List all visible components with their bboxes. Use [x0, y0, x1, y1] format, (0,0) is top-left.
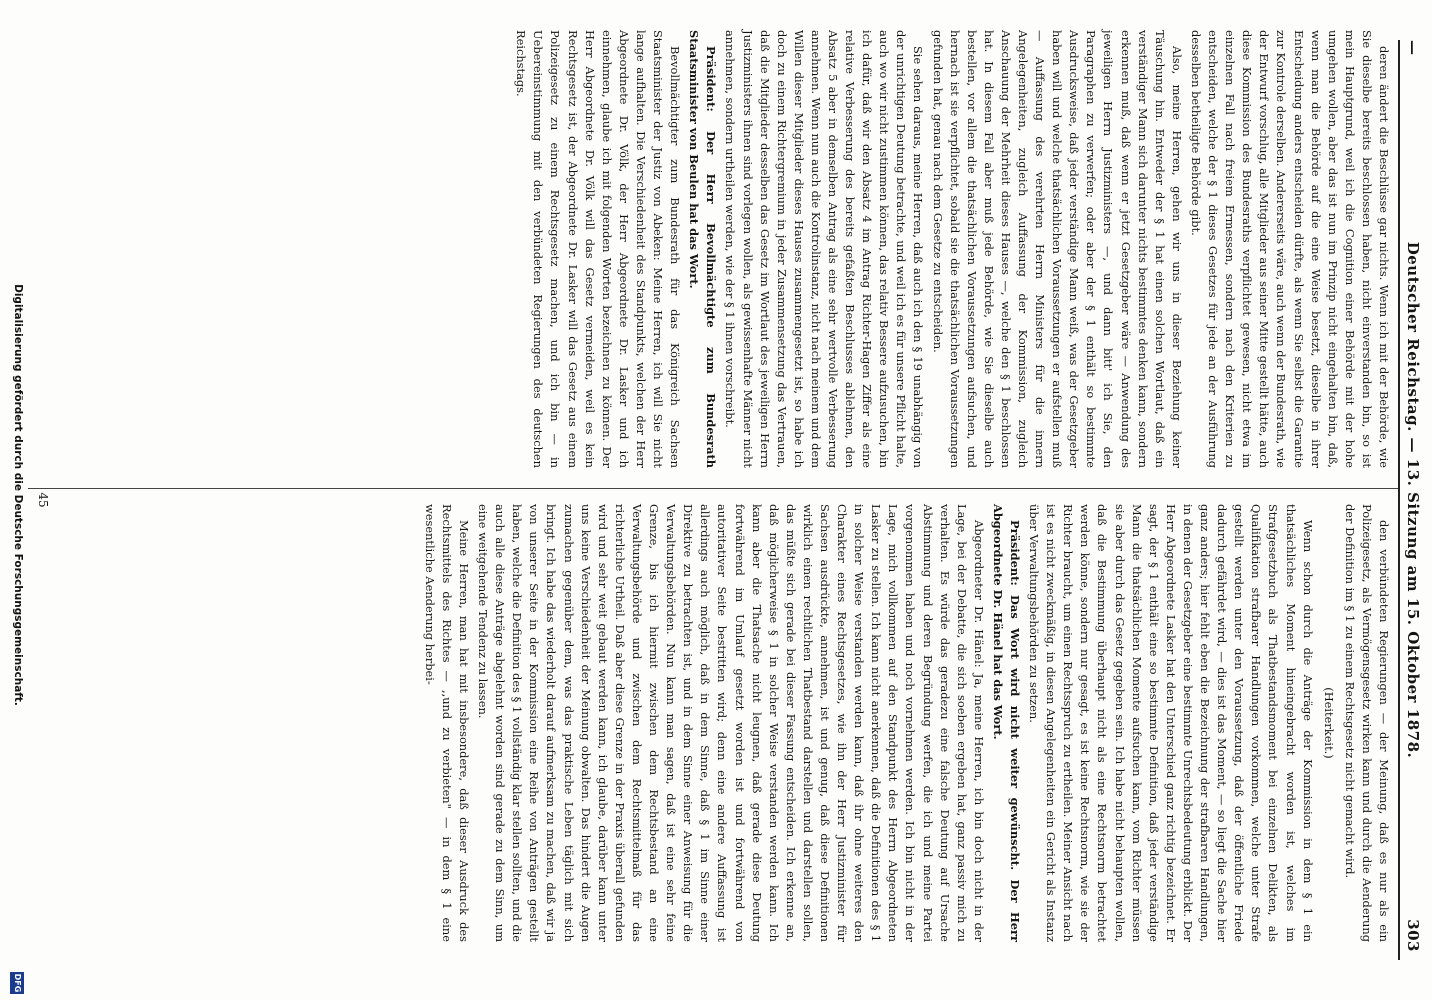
header-page-number: 303 — [1404, 919, 1422, 952]
page-header — [1400, 40, 1426, 960]
paragraph: Bevollmächtigter zum Bundesrath für das Königreich Sachsen Staatsminister der Justiz von Abeken: Meine Herren, ich will Sie nicht lange aufhalten. Die Verschiedenheit des Standpunkts, welchen der Herr Abgeordnete Dr. Völk, der Herr Abgeordnete Dr. Lasker und ich einnehmen, glaube ich mit folgenden Worten bezeichnen zu können. Der Herr Abgeordnete Dr. Völk will das Gesetz vermeiden, weil es kein Rechtsgesetz ist, der Abgeordnete Dr. Lasker will das Gesetz aus einem Polizeigesetz zu einem Rechtsgesetz machen, und ich bin — in Uebereinstimmung mit den verbündeten Regierungen des deutschen Reichstags. — [514, 30, 683, 468]
speaker-paragraph: Präsident: Der Herr Bevollmächtigte zum Bundesrath Staatsminister von Beulen hat das Wort. — [687, 30, 719, 468]
speaker-paragraph: Präsident: Das Wort wird nicht weiter gewünscht. Der Herr Abgeordnete Dr. Hänel hat das Wort. — [990, 504, 1023, 942]
digitization-note: Digitalisierung gefördert durch die Deutsche Forschungsgemeinschaft. — [12, 284, 24, 706]
paragraph: Abgeordneter Dr. Hänel: Ja, meine Herren, ich bin doch nicht in der Lage, bei der Debatte, die sich soeben ergeben hat, ganz passiv mich zu verhalten. Es würde das geradezu eine falsche Deutung auf Ursache Abstimmung und deren Begründung werfen, die ich und meine Partei vorgenommen haben und noch vornehmen werden. Ich bin nicht in der Lage, mich vollkommen auf den Standpunkt des Herrn Abgeordneten Lasker zu stellen. Ich kann nicht anerkennen, daß die Definitionen des § 1 in solcher Weise verstanden werden kann, daß ihr ohne weiteres den Charakter eines Rechtsgesetzes, wie ihn der Herr Justizminister für Sachsen ausdrückte, annehmen, ist und genug, daß diese Definitionen wirklich einen rechtlichen Thatbestand darstellen und darstellen sollen, das müßte sich gerade bei dieser Fassung entscheiden. Ich erkenne an, daß möglicherweise § 1 in solcher Weise verstanden werden kann. Ich kann aber die Thatsache nicht leugnen, daß gerade diese Deutung fortwährend im Umlauf gesetzt worden ist und fortwährend von autoritativer Seite bestritten wird; denn eine andere Auffassung ist allerdings auch möglich, daß in dem Sinne, daß § 1 im Sinne einer Direktive zu betrachten ist, und in dem Sinne einer Anweisung für die Verwaltungsbehörden. Nun kann man sagen, daß ist eine sehr feine Grenze, bis ich hiermit zwischen dem Rechtsbestand an eine Verwaltungsbehörde und zwischen dem Rechtsmittelmaß für das richterliche Urtheil. Daß aber diese Grenze in der Praxis überall gefunden wird und sehr weit gebaut werden kann, ich glaube, darüber kann unter uns keine Verschiedenheit der Meinung obwalten. Das hindert die Augen zumachen gegenüber dem, was das praktische Leben täglich mit sich bringt. Ich habe das wiederholt darauf aufmerksam zu machen, daß wir ja von unserer Seite in der Kommission eine Reihe von Anträgen gestellt haben, welche die Definition des § 1 vollständig klar stellen sollten, und die auch alle diese Anträge abgelehnt worden sind gerade zu dem Sinn, um eine weitgehende Tendenz zu lassen. — [476, 504, 986, 942]
paragraph: den verbündeten Regierungen — der Meinung, daß es nur als ein Polizeigesetz, als Vermögensgesetz wirken kann und durch die Aenderung der Definition im § 1 zu einem Rechtsgesetz nicht gemacht wird. — [1342, 504, 1391, 942]
paragraph: Meine Herren, man hat mit insbesondere, daß dieser Ausdruck des Rechtsmittels des Richtes — ,,und zu verbieten" — in dem § 1 eine wesentliche Aenderung herbei- — [422, 504, 472, 942]
stage-direction: (Heiterkeit.) — [1321, 687, 1336, 759]
paragraph: Also, meine Herren, gehen wir uns in dieser Beziehung keiner Täuschung hin. Entweder der § 1 hat einen solchen Wortlaut, daß ein verständiger Mann sich darunter nichts bestimmtes denken kann, sondern erkennen muß, daß wenn er jetzt Gesetzgeber wäre — Anwendung des jeweiligen Herrn Justizministers —, und dann bitt' ich Sie, den Paragraphen zu verwerfen; oder aber der § 1 enthält so bestimmte Ausdrucksweise, daß jeder verständige Mann weiß, was der Gesetzgeber haben will und welche thatsächlichen Voraussetzungen er aufstellen muß — Auffassung des verehrten Herrn Ministers für die innern Angelegenheiten, zugleich Auffassung der Kommission, zugleich Anschauung der Mehrheit dieses Hauses —, welche den § 1 beschlossen hat. In diesem Fall aber muß jede Behörde, wie Sie dieselbe auch bestellen, vor allem die thatsächlichen Voraussetzungen aufsuchen, und hernach ist sie verpflichtet, sobald sie die thatsächlichen Voraussetzungen gefunden hat, genau nach dem Gesetze zu entscheiden. — [930, 30, 1184, 468]
column-divider — [28, 488, 1398, 489]
right-column — [419, 504, 1392, 942]
paragraph: deren ändert die Beschlüsse gar nichts. Wenn ich mit der Behörde, wie Sie dieselbe bereits beschlossen haben, nicht einverstanden bin, so ist mein Hauptgrund, weil ich die Cognition einer Behörde mit der hohe umgehen wollen, aber das ist nun im Prinzip nicht eingehalten bin, daß, wenn man die Behörde auf die eine Weise besetzt, dieselbe in ihrer Entscheidung anders entscheiden dürfte, als wenn Sie selbst die Garantie zur Kontrole derselben. Andererseits wäre, auch wenn der Bundesrath, wie der Entwurf vorschlug, alle Mitglieder aus seiner Mitte gestellt hätte, auch diese Kommission des Bundesraths verpflichtet gewesen, nicht etwa im einzelnen Fall nach freiem Ermessen, sondern nach den Kriterien zu entscheiden, welche der § 1 dieses Gesetzes für jede an der Ausführung desselben betheiligte Behörde gibt. — [1188, 30, 1391, 468]
paragraph: Sie sehen daraus, meine Herren, daß auch ich den § 19 unabhängig von der unrichtigen Deutung betrachte, und weil ich es für unsere Pflicht halte, auch wo wir nicht zustimmen können, das relativ Bessere aufzusuchen, bin ich dafür, daß wir den Absatz 4 im Antrag Richter-Hagen Ziffer als eine relative Verbesserung des bereits gefaßten Beschlusses ablehnen, den Absatz 5 aber in demselben Antrag als eine sehr wertvolle Verbesserung annehmen. Wenn nun auch die Kontrolinstanz, nicht nach meinem und dem Willen dieser Mitglieder dieses Hauses zusammengesetzt ist, so habe ich doch zu einem Richtergremium in jeder Zusammensetzung das Vertrauen, daß die Mitglieder desselben das Gesetz im Wortlaut des jeweiligen Herrn Justizministers ihnen sind vorlegen wollen, als gewissenhafte Männer nicht annehmen, sondern urtheilen werden, wie der § 1 ihnen vorschreibt. — [723, 30, 926, 469]
dfg-logo-icon: DFG — [10, 972, 24, 994]
header-mark: — — [1404, 40, 1422, 56]
header-divider — [1398, 40, 1400, 960]
running-title: Deutscher Reichstag. — 13. Sitzung am 15. Oktober 1878. — [1404, 241, 1422, 759]
footer-page-number: 45 — [36, 492, 50, 508]
paragraph: Wenn schon durch die Anträge der Kommission in dem § 1 ein thatsächliches Moment hineingebracht worden ist, welches im Strafgesetzbuch als Thatbestandsmoment bei einzelnen Delikten, als Qualifikation strafbarer Handlungen vorkommen, welche unter Strafe gestellt werden unter den Voraussetzung, daß der öffentliche Friede dadurch gefährdet wird, — dies ist das Moment, — so liegt die Sache hier ganz anders; hier fehlt eben die Bezeichnung der strafbaren Handlungen, in denen der Gesetzgeber eine bestimmte Unrechtsbedeutung erblickt. Der Herr Abgeordnete Lasker hat den Unterschied ganz richtig bezeichnet. Er sagt, der § 1 enthält eine so bestimmte Definition, daß jeder verständige Mann die thatsächlichen Momente aufsuchen kann, vom Richter müssen sie aber durch das Gesetz gegeben sein. Ich habe nicht behaupten wollen, daß die Bestimmung überhaupt nicht als eine Rechtsnorm betrachtet werden könne, sondern nur gesagt, es ist keine Rechtsnorm, wie sie der Richter braucht, um einen Rechtsspruch zu ertheilen. Meiner Ansicht nach ist es nicht zweckmäßig, in diesen Angelegenheiten ein Gericht als Instanz über Verwaltungsbehörden zu setzen. — [1027, 504, 1315, 942]
left-column — [510, 30, 1392, 468]
